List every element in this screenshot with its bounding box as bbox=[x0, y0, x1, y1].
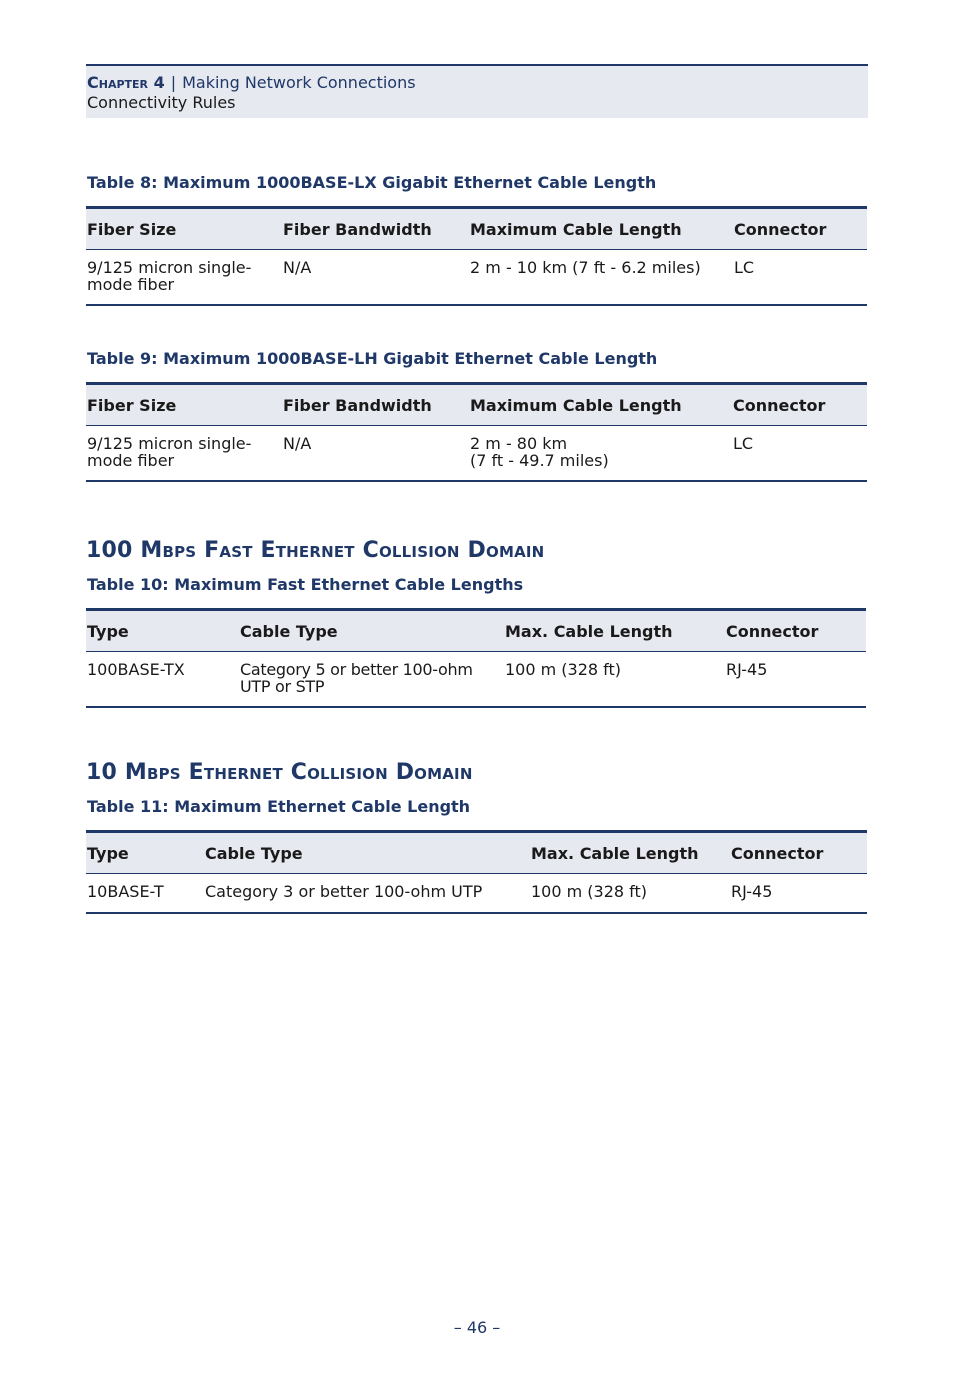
cell-length: 100 m (328 ft) bbox=[504, 652, 725, 708]
column-header: Connector bbox=[725, 610, 866, 652]
column-header: Type bbox=[86, 832, 204, 874]
table-header-row bbox=[86, 208, 867, 250]
table8-caption: Table 8: Maximum 1000BASE-LX Gigabit Ethernet Cable Length bbox=[87, 173, 657, 192]
cell-length: 100 m (328 ft) bbox=[530, 874, 730, 914]
cell-cable-type: Category 3 or better 100-ohm UTP bbox=[204, 874, 530, 914]
header-chapter-line bbox=[87, 73, 416, 92]
table9 bbox=[86, 382, 867, 482]
column-header: Fiber Size bbox=[86, 208, 282, 250]
column-header: Type bbox=[86, 610, 239, 652]
column-header: Cable Type bbox=[239, 610, 504, 652]
column-header: Connector bbox=[732, 384, 867, 426]
cell-fiber-size: 9/125 micron single-mode fiber bbox=[86, 426, 282, 482]
cell-connector: LC bbox=[733, 250, 867, 306]
table10 bbox=[86, 608, 866, 708]
table-row bbox=[86, 652, 866, 708]
section-title-10mbps: 10 Mbps Ethernet Collision Domain bbox=[86, 760, 473, 785]
cell-connector: RJ-45 bbox=[725, 652, 866, 708]
column-header: Connector bbox=[730, 832, 867, 874]
cell-connector: LC bbox=[732, 426, 867, 482]
table-header-row bbox=[86, 384, 867, 426]
column-header: Connector bbox=[733, 208, 867, 250]
page-number: – 46 – bbox=[453, 1318, 501, 1337]
cell-cable-type: Category 5 or better 100-ohm UTP or STP bbox=[239, 652, 504, 708]
chapter-title: Making Network Connections bbox=[182, 73, 416, 92]
column-header: Cable Type bbox=[204, 832, 530, 874]
running-header bbox=[86, 64, 868, 118]
cell-length-line1: 2 m - 80 km bbox=[470, 434, 568, 453]
section-title-100mbps: 100 Mbps Fast Ethernet Collision Domain bbox=[86, 538, 545, 563]
chapter-label: Chapter 4 bbox=[87, 73, 165, 92]
table-header-row bbox=[86, 832, 867, 874]
cell-bandwidth: N/A bbox=[282, 426, 469, 482]
column-header: Maximum Cable Length bbox=[469, 208, 733, 250]
column-header: Maximum Cable Length bbox=[469, 384, 732, 426]
cell-length bbox=[469, 426, 732, 482]
table10-caption: Table 10: Maximum Fast Ethernet Cable Lengths bbox=[87, 575, 524, 594]
table-row bbox=[86, 874, 867, 914]
column-header: Max. Cable Length bbox=[530, 832, 730, 874]
table-header-row bbox=[86, 610, 866, 652]
cell-bandwidth: N/A bbox=[282, 250, 469, 306]
column-header: Max. Cable Length bbox=[504, 610, 725, 652]
table-row bbox=[86, 426, 867, 482]
cell-length-line2: (7 ft - 49.7 miles) bbox=[470, 451, 609, 470]
cell-type: 10BASE-T bbox=[86, 874, 204, 914]
column-header: Fiber Bandwidth bbox=[282, 384, 469, 426]
column-header: Fiber Size bbox=[86, 384, 282, 426]
header-separator: | bbox=[170, 73, 177, 92]
cell-connector: RJ-45 bbox=[730, 874, 867, 914]
header-section: Connectivity Rules bbox=[87, 93, 236, 112]
cell-type: 100BASE-TX bbox=[86, 652, 239, 708]
column-header: Fiber Bandwidth bbox=[282, 208, 469, 250]
cell-fiber-size: 9/125 micron single-mode fiber bbox=[86, 250, 282, 306]
table9-caption: Table 9: Maximum 1000BASE-LH Gigabit Ethernet Cable Length bbox=[87, 349, 658, 368]
cell-length: 2 m - 10 km (7 ft - 6.2 miles) bbox=[469, 250, 733, 306]
table8 bbox=[86, 206, 867, 306]
table11 bbox=[86, 830, 867, 914]
table-row bbox=[86, 250, 867, 306]
table11-caption: Table 11: Maximum Ethernet Cable Length bbox=[87, 797, 471, 816]
